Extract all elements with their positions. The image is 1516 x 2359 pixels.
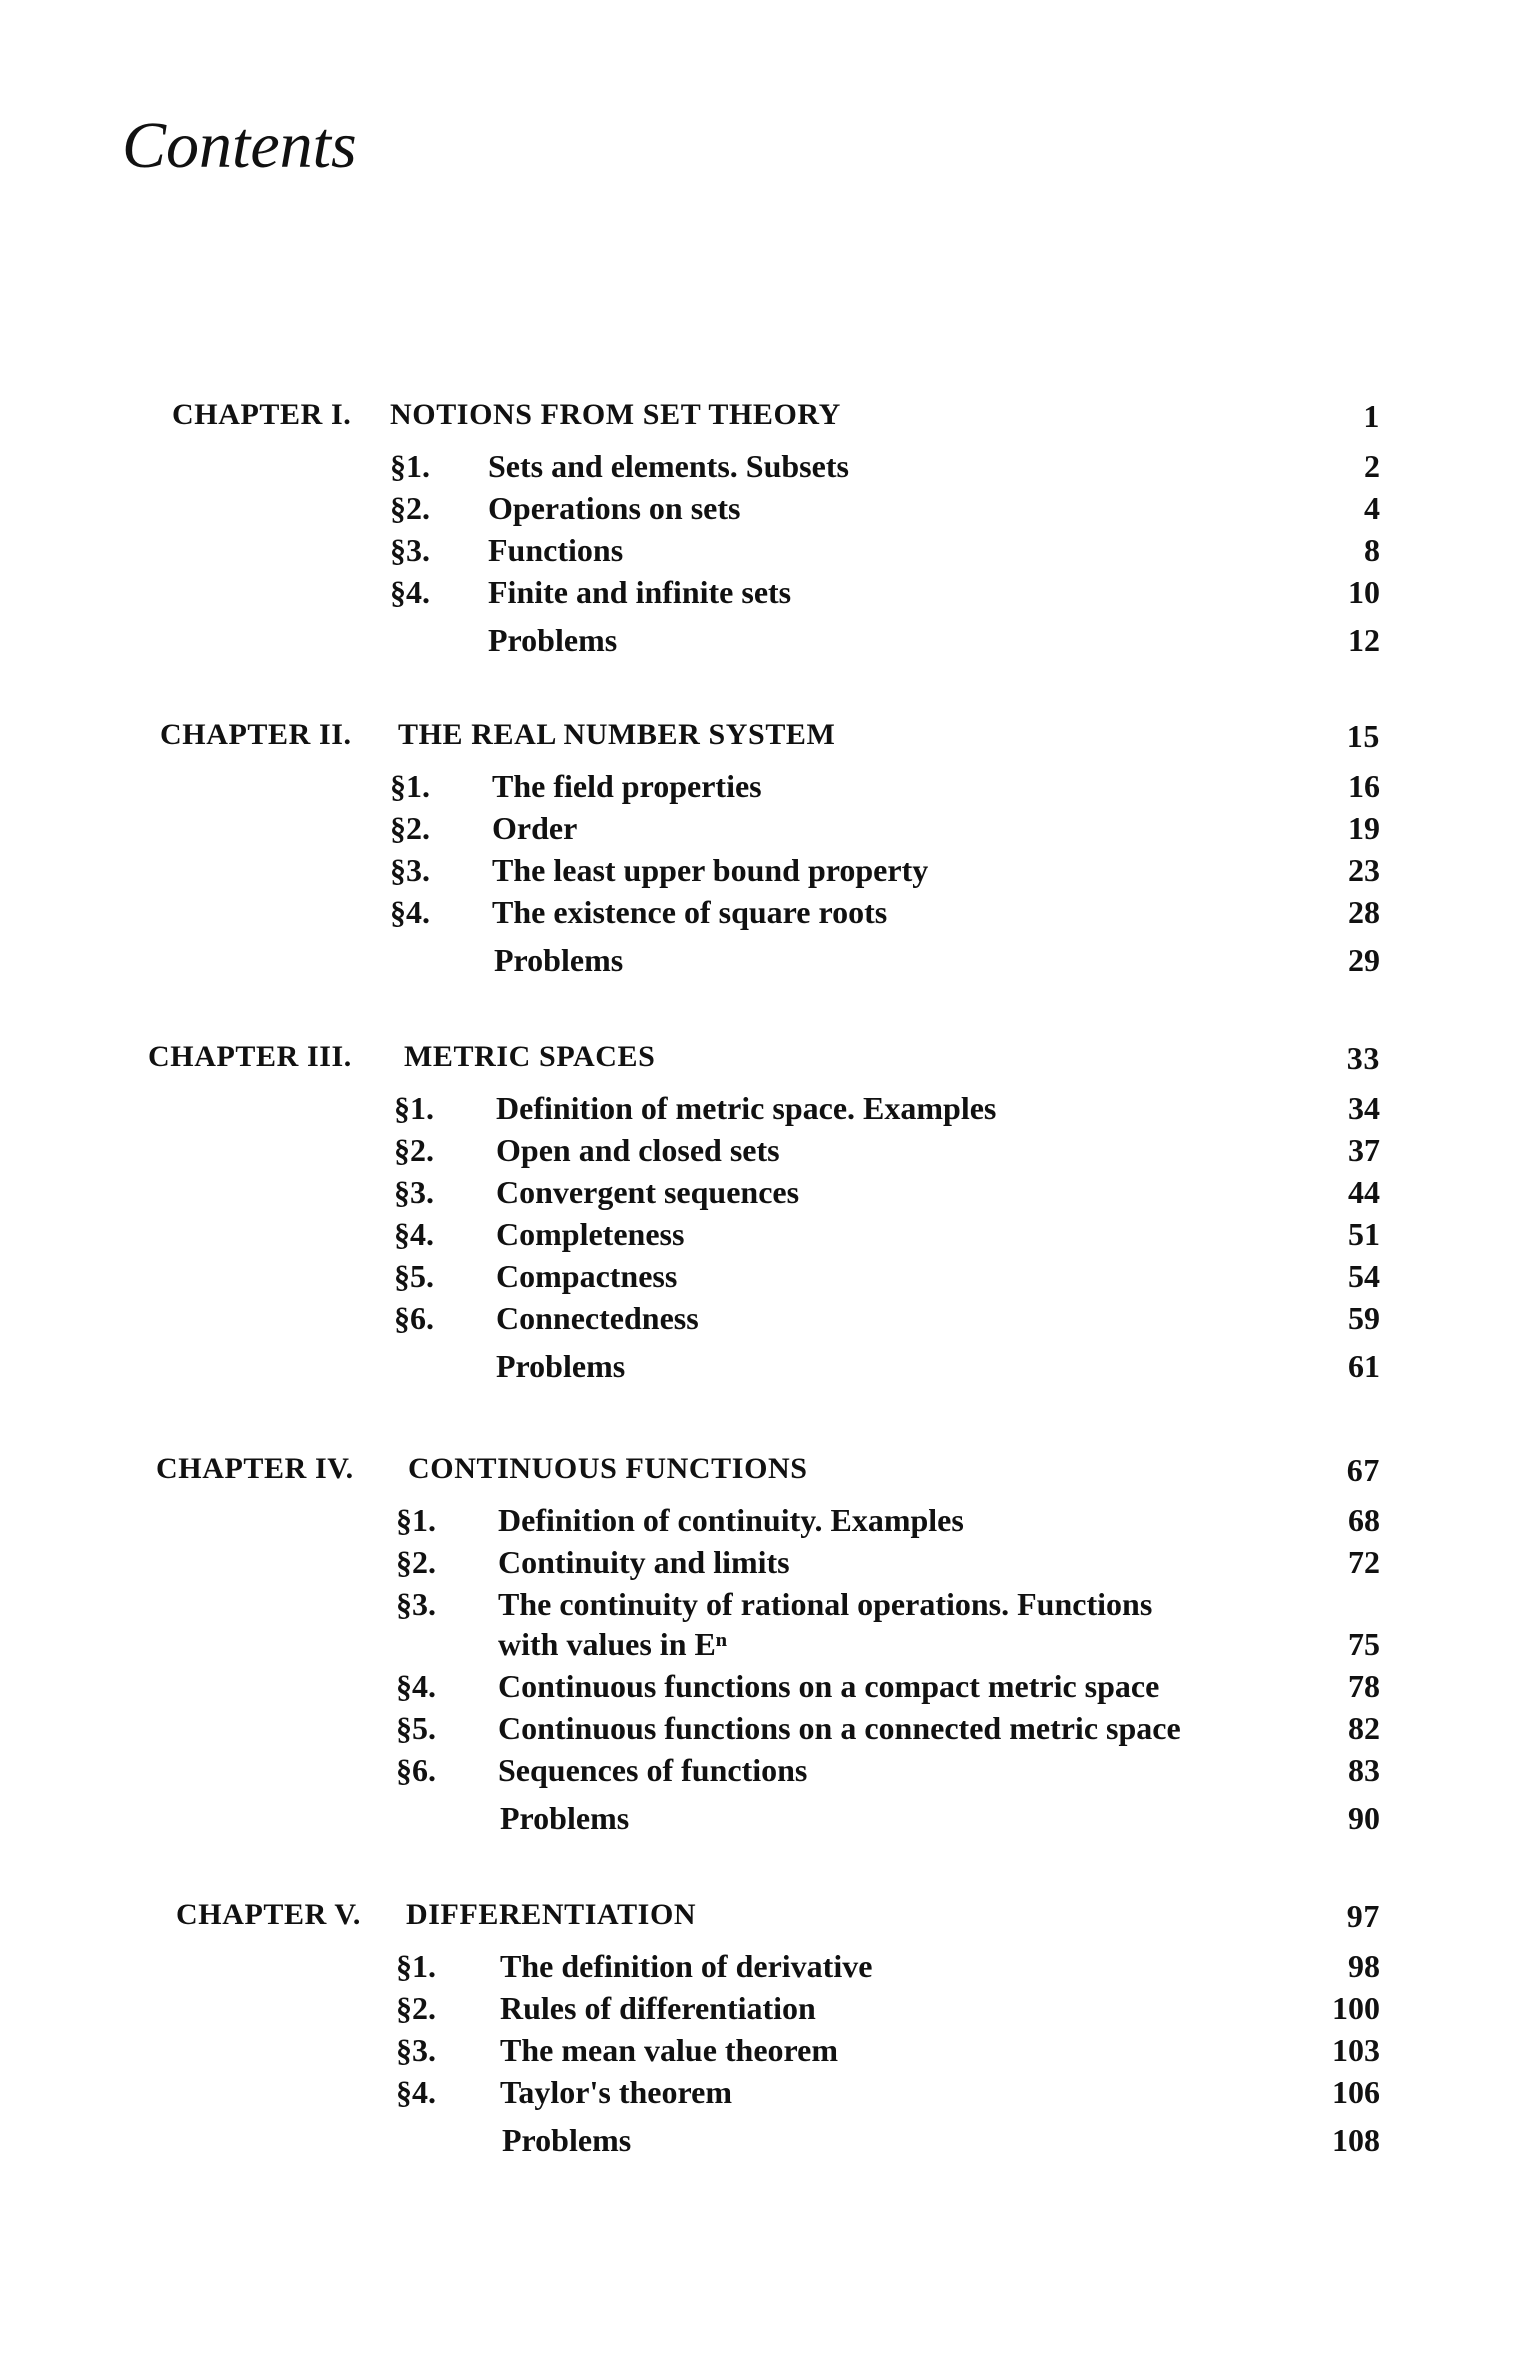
page-number: 51: [1348, 1216, 1380, 1252]
section-number: §1.: [390, 448, 430, 484]
section-title: The mean value theorem: [500, 2032, 839, 2068]
toc-entry: [0, 1710, 1516, 1752]
chapter-2: [0, 718, 1516, 998]
section-title: Functions: [488, 532, 624, 568]
chapter-3: [0, 1040, 1516, 1404]
toc-entry: [0, 1668, 1516, 1710]
section-number: §1.: [396, 1948, 436, 1984]
page-number: 29: [1348, 942, 1380, 978]
section-title: Continuous functions on a compact metric space: [498, 1668, 1160, 1704]
chapter-title: METRIC SPACES: [404, 1040, 656, 1073]
problems-title: Problems: [500, 1800, 630, 1836]
page-number: 108: [1332, 2122, 1380, 2158]
section-title: Operations on sets: [488, 490, 741, 526]
toc-entry: [0, 1258, 1516, 1300]
page-number: 4: [1364, 490, 1380, 526]
section-title: The existence of square roots: [492, 894, 888, 930]
section-title: Definition of metric space. Examples: [496, 1090, 997, 1126]
page-number: 98: [1348, 1948, 1380, 1984]
chapter-5: [0, 1898, 1516, 2178]
toc-entry: [0, 1502, 1516, 1544]
section-title: The field properties: [492, 768, 762, 804]
page-number: 82: [1348, 1710, 1380, 1746]
chapter-heading: [0, 1898, 1516, 1948]
section-number: §3.: [396, 2032, 436, 2068]
page-number: 67: [1346, 1452, 1380, 1488]
chapter-1: [0, 398, 1516, 678]
section-number: §1.: [394, 1090, 434, 1126]
section-number: §4.: [390, 894, 430, 930]
section-number: §4.: [390, 574, 430, 610]
toc-entry: [0, 490, 1516, 532]
section-number: §3.: [396, 1586, 436, 1622]
toc-entry: [0, 2032, 1516, 2074]
toc-problems: [0, 1794, 1516, 1856]
page-number: 23: [1348, 852, 1380, 888]
toc-entry: [0, 1174, 1516, 1216]
section-title: Open and closed sets: [496, 1132, 780, 1168]
chapter-label: CHAPTER I.: [172, 398, 352, 431]
section-number: §3.: [390, 532, 430, 568]
toc-entry: [0, 1090, 1516, 1132]
page-number: 8: [1364, 532, 1380, 568]
chapter-label: CHAPTER II.: [160, 718, 352, 751]
page-number: 33: [1346, 1040, 1380, 1076]
section-title: Taylor's theorem: [500, 2074, 732, 2110]
page-number: 106: [1332, 2074, 1380, 2110]
section-title: Compactness: [496, 1258, 678, 1294]
chapter-label: CHAPTER V.: [176, 1898, 361, 1931]
section-number: §2.: [390, 490, 430, 526]
toc-entry: [0, 448, 1516, 490]
section-title: The definition of derivative: [500, 1948, 873, 1984]
page-number: 44: [1348, 1174, 1380, 1210]
section-number: §5.: [396, 1710, 436, 1746]
toc-entry: [0, 1216, 1516, 1258]
page-number: 19: [1348, 810, 1380, 846]
chapter-4: [0, 1452, 1516, 1856]
page-number: 59: [1348, 1300, 1380, 1336]
toc-entry-continued: [0, 1626, 1516, 1668]
section-title: Order: [492, 810, 578, 846]
toc-problems: [0, 1342, 1516, 1404]
chapter-title: THE REAL NUMBER SYSTEM: [398, 718, 836, 751]
section-title: Finite and infinite sets: [488, 574, 792, 610]
page-number: 15: [1346, 718, 1380, 754]
section-number: §5.: [394, 1258, 434, 1294]
page-title: Contents: [122, 109, 357, 182]
section-number: §2.: [390, 810, 430, 846]
problems-title: Problems: [502, 2122, 632, 2158]
section-number: §3.: [394, 1174, 434, 1210]
toc-entry: [0, 2074, 1516, 2116]
problems-title: Problems: [496, 1348, 626, 1384]
section-title: Definition of continuity. Examples: [498, 1502, 964, 1538]
chapter-title: DIFFERENTIATION: [406, 1898, 697, 1931]
page-number: 28: [1348, 894, 1380, 930]
toc-entry: [0, 1752, 1516, 1794]
section-title: Sets and elements. Subsets: [488, 448, 849, 484]
problems-title: Problems: [488, 622, 618, 658]
chapter-title: NOTIONS FROM SET THEORY: [390, 398, 841, 431]
section-number: §4.: [396, 1668, 436, 1704]
page-number: 83: [1348, 1752, 1380, 1788]
toc-entry: [0, 1300, 1516, 1342]
toc-entry: [0, 1132, 1516, 1174]
page-number: 68: [1348, 1502, 1380, 1538]
section-number: §2.: [396, 1544, 436, 1580]
toc-entry: [0, 768, 1516, 810]
section-number: §4.: [394, 1216, 434, 1252]
toc-entry: [0, 1544, 1516, 1586]
page-number: 10: [1348, 574, 1380, 610]
page-number: 103: [1332, 2032, 1380, 2068]
page-number: 1: [1363, 398, 1380, 434]
section-title: Continuity and limits: [498, 1544, 790, 1580]
section-title: Connectedness: [496, 1300, 699, 1336]
section-number: §6.: [394, 1300, 434, 1336]
page-number: 72: [1348, 1544, 1380, 1580]
page-number: 54: [1348, 1258, 1380, 1294]
chapter-heading: [0, 1452, 1516, 1502]
section-number: §6.: [396, 1752, 436, 1788]
section-number: §3.: [390, 852, 430, 888]
section-number: §1.: [390, 768, 430, 804]
section-number: §2.: [394, 1132, 434, 1168]
section-title: Rules of differentiation: [500, 1990, 816, 2026]
toc-entry: [0, 852, 1516, 894]
problems-title: Problems: [494, 942, 624, 978]
section-title: The least upper bound property: [492, 852, 929, 888]
section-number: §1.: [396, 1502, 436, 1538]
page-number: 90: [1348, 1800, 1380, 1836]
section-number: §4.: [396, 2074, 436, 2110]
page-number: 78: [1348, 1668, 1380, 1704]
toc-entry: [0, 1990, 1516, 2032]
section-title: The continuity of rational operations. Functions: [498, 1586, 1153, 1622]
page-number: 100: [1332, 1990, 1380, 2026]
page-number: 2: [1364, 448, 1380, 484]
chapter-heading: [0, 718, 1516, 768]
page-number: 16: [1348, 768, 1380, 804]
chapter-heading: [0, 1040, 1516, 1090]
page-number: 34: [1348, 1090, 1380, 1126]
section-title: Convergent sequences: [496, 1174, 800, 1210]
page-number: 75: [1348, 1626, 1380, 1662]
chapter-label: CHAPTER IV.: [156, 1452, 354, 1485]
toc-problems: [0, 936, 1516, 998]
toc-problems: [0, 616, 1516, 678]
toc-entry: [0, 1948, 1516, 1990]
toc-problems: [0, 2116, 1516, 2178]
toc-entry: [0, 1586, 1516, 1626]
page-number: 37: [1348, 1132, 1380, 1168]
section-number: §2.: [396, 1990, 436, 2026]
chapter-title: CONTINUOUS FUNCTIONS: [408, 1452, 808, 1485]
page-number: 97: [1346, 1898, 1380, 1934]
section-title: Continuous functions on a connected metric space: [498, 1710, 1181, 1746]
section-title: Completeness: [496, 1216, 685, 1252]
section-title: Sequences of functions: [498, 1752, 808, 1788]
toc-entry: [0, 532, 1516, 574]
chapter-label: CHAPTER III.: [148, 1040, 352, 1073]
page-number: 61: [1348, 1348, 1380, 1384]
chapter-heading: [0, 398, 1516, 448]
toc-entry: [0, 810, 1516, 852]
toc-entry: [0, 574, 1516, 616]
toc-entry: [0, 894, 1516, 936]
section-title-continued: with values in Eⁿ: [498, 1626, 727, 1662]
page-number: 12: [1348, 622, 1380, 658]
